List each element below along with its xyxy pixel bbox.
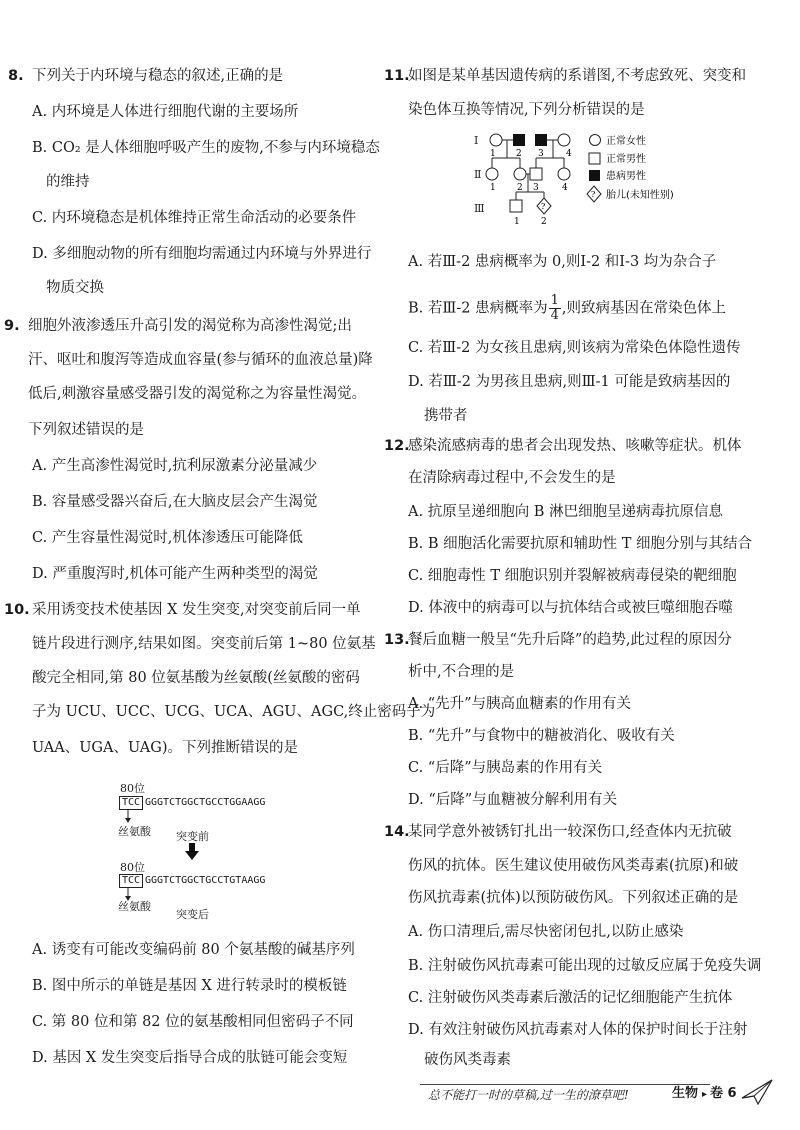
individual-number: 1 bbox=[514, 217, 520, 227]
position-label: 80位 bbox=[120, 782, 145, 795]
normal-male bbox=[530, 168, 542, 180]
question-stem: 餐后血糖一般呈“先升后降”的趋势,此过程的原因分 bbox=[408, 632, 732, 648]
option-b: B. 注射破伤风抗毒素可能出现的过敏反应属于免疫失调 bbox=[408, 958, 762, 974]
triangle-icon: ▸ bbox=[702, 1089, 708, 1100]
individual-number: 1 bbox=[490, 183, 496, 193]
before-caption: 突变前 bbox=[176, 830, 209, 843]
normal-male bbox=[510, 200, 522, 212]
option-d-cont: 破伤风类毒素 bbox=[424, 1052, 511, 1068]
option-d-cont: 携带者 bbox=[424, 408, 468, 424]
individual-number: 4 bbox=[566, 149, 572, 159]
option-b: B. 图中所示的单链是基因 X 进行转录时的模板链 bbox=[32, 978, 347, 994]
individual-number: 2 bbox=[517, 183, 523, 193]
question-number: 12. bbox=[384, 438, 410, 454]
option-c: C. 若Ⅲ-2 为女孩且患病,则该病为常染色体隐性遗传 bbox=[408, 340, 741, 356]
option-b-text: ,则致病基因在常染色体上 bbox=[561, 300, 726, 317]
fraction-numerator: 1 bbox=[550, 293, 559, 308]
affected-male bbox=[513, 134, 525, 146]
individual-number: 1 bbox=[490, 149, 496, 159]
option-c: C. 产生容量性渴觉时,机体渗透压可能降低 bbox=[32, 530, 303, 546]
footer-rule bbox=[420, 1084, 710, 1085]
normal-female bbox=[558, 134, 570, 146]
paper-plane-icon bbox=[740, 1076, 774, 1106]
legend-label: 患病男性 bbox=[606, 171, 646, 182]
affected-male bbox=[535, 134, 547, 146]
option-a: A. 若Ⅲ-2 患病概率为 0,则Ⅰ-2 和Ⅰ-3 均为杂合子 bbox=[408, 254, 717, 270]
question-stem: 伤风的抗体。医生建议使用破伤风类毒素(抗原)和破 bbox=[408, 858, 739, 874]
down-arrow-icon bbox=[123, 810, 133, 824]
normal-female bbox=[514, 168, 526, 180]
question-stem: 汗、呕吐和腹泻等造成血容量(参与循环的血液总量)降 bbox=[28, 352, 373, 368]
question-stem: 下列叙述错误的是 bbox=[28, 422, 144, 438]
normal-female bbox=[486, 168, 498, 180]
question-stem: 酸完全相同,第 80 位氨基酸为丝氨酸(丝氨酸的密码 bbox=[32, 670, 360, 686]
option-c: C. 细胞毒性 T 细胞识别并裂解被病毒侵染的靶细胞 bbox=[408, 568, 737, 584]
option-d: D. 有效注射破伤风抗毒素对人体的保护时间长于注射 bbox=[408, 1022, 748, 1038]
question-stem: 某同学意外被锈钉扎出一较深伤口,经查体内无抗破 bbox=[408, 824, 732, 840]
option-a: A. 产生高渗性渴觉时,抗利尿激素分泌量减少 bbox=[32, 458, 318, 474]
legend-affected-symbol bbox=[589, 170, 600, 181]
option-c: C. 第 80 位和第 82 位的氨基酸相同但密码子不同 bbox=[32, 1014, 354, 1030]
option-b: B. 容量感受器兴奋后,在大脑皮层会产生渴觉 bbox=[32, 494, 318, 510]
codon-box: TCC bbox=[119, 796, 143, 810]
question-number: 10. bbox=[4, 602, 30, 618]
legend-label: 正常女性 bbox=[606, 136, 646, 147]
position-label: 80位 bbox=[120, 861, 145, 874]
question-stem: 链片段进行测序,结果如图。突变前后第 1~80 位氨基 bbox=[32, 636, 376, 652]
option-d: D. 若Ⅲ-2 为男孩且患病,则Ⅲ-1 可能是致病基因的 bbox=[408, 374, 731, 390]
option-d: D. 基因 X 发生突变后指导合成的肽链可能会变短 bbox=[32, 1050, 348, 1066]
fraction bbox=[549, 294, 561, 323]
amino-acid-label: 丝氨酸 bbox=[118, 900, 151, 913]
option-d: D. 多细胞动物的所有细胞均需通过内环境与外界进行 bbox=[32, 246, 372, 262]
question-stem: UAA、UGA、UAG)。下列推断错误的是 bbox=[32, 740, 298, 756]
option-b: B. “先升”与食物中的糖被消化、吸收有关 bbox=[408, 728, 675, 744]
option-a: A. 诱变有可能改变编码前 80 个氨基酸的碱基序列 bbox=[32, 942, 355, 958]
codon-box: TCC bbox=[119, 874, 143, 888]
question-stem: 采用诱变技术使基因 X 发生突变,对突变前后同一单 bbox=[32, 602, 361, 618]
option-c: C. 内环境稳态是机体维持正常生命活动的必要条件 bbox=[32, 210, 357, 226]
question-stem: 细胞外液渗透压升高引发的渴觉称为高渗性渴觉;出 bbox=[28, 318, 352, 334]
option-d: D. 体液中的病毒可以与抗体结合或被巨噬细胞吞噬 bbox=[408, 600, 733, 616]
pedigree-chart bbox=[470, 128, 720, 228]
question-stem: 低后,刺激容量感受器引发的渴觉称之为容量性渴觉。 bbox=[28, 386, 367, 402]
fraction-denominator: 4 bbox=[550, 308, 559, 323]
normal-female bbox=[558, 168, 570, 180]
question-stem: 在清除病毒过程中,不会发生的是 bbox=[408, 470, 616, 486]
individual-number: 2 bbox=[516, 149, 522, 159]
individual-number: 3 bbox=[533, 183, 539, 193]
option-d: D. 严重腹泻时,机体可能产生两种类型的渴觉 bbox=[32, 566, 318, 582]
question-stem: 下列关于内环境与稳态的叙述,正确的是 bbox=[32, 68, 284, 84]
question-stem: 子为 UCU、UCC、UCG、UCA、AGU、AGC,终止密码子为 bbox=[32, 704, 436, 720]
amino-acid-label: 丝氨酸 bbox=[118, 825, 151, 838]
option-a: A. “先升”与胰高血糖素的作用有关 bbox=[408, 696, 632, 712]
question-stem: 染色体互换等情况,下列分析错误的是 bbox=[408, 102, 645, 118]
question-stem: 析中,不合理的是 bbox=[408, 664, 515, 680]
footer-subject: 生物 bbox=[672, 1086, 699, 1101]
question-stem: 感染流感病毒的患者会出现发热、咳嗽等症状。机体 bbox=[408, 438, 742, 454]
option-c: C. 注射破伤风类毒素后激活的记忆细胞能产生抗体 bbox=[408, 990, 733, 1006]
footer-volume: 卷 6 bbox=[710, 1086, 737, 1101]
fetus-mark: ? bbox=[541, 202, 546, 211]
option-c: C. “后降”与胰岛素的作用有关 bbox=[408, 760, 603, 776]
normal-female bbox=[490, 134, 502, 146]
option-d-cont: 物质交换 bbox=[46, 280, 104, 296]
option-d: D. “后降”与血糖被分解利用有关 bbox=[408, 792, 618, 808]
option-a: A. 内环境是人体进行细胞代谢的主要场所 bbox=[32, 104, 299, 120]
generation-label: Ⅰ bbox=[474, 134, 479, 147]
individual-number: 3 bbox=[538, 149, 544, 159]
thick-down-arrow-icon bbox=[185, 843, 199, 861]
legend-label: 正常男性 bbox=[606, 154, 646, 165]
question-stem: 伤风抗毒素(抗体)以预防破伤风。下列叙述正确的是 bbox=[408, 890, 739, 906]
sequence-before: GGGTCTGGCTGCCTGGAAGG bbox=[145, 797, 266, 808]
option-a: A. 伤口清理后,需尽快密闭包扎,以防止感染 bbox=[408, 924, 684, 940]
option-b bbox=[408, 294, 726, 323]
individual-number: 2 bbox=[541, 217, 547, 227]
question-number: 13. bbox=[384, 632, 410, 648]
option-a: A. 抗原呈递细胞向 B 淋巴细胞呈递病毒抗原信息 bbox=[408, 504, 724, 520]
question-number: 14. bbox=[384, 824, 410, 840]
option-b-text: B. 若Ⅲ-2 患病概率为 bbox=[408, 300, 548, 317]
question-number: 8. bbox=[8, 68, 24, 84]
question-number: 9. bbox=[4, 318, 20, 334]
option-b-cont: 的维持 bbox=[46, 174, 90, 190]
legend-female-symbol bbox=[590, 135, 601, 146]
sequence-after: GGGTCTGGCTGCCTGTAAGG bbox=[145, 875, 266, 886]
individual-number: 4 bbox=[562, 183, 568, 193]
legend-male-symbol bbox=[589, 153, 600, 164]
legend-label: 胎儿(未知性别) bbox=[606, 190, 674, 201]
fetus-mark: ? bbox=[591, 190, 596, 199]
option-b: B. B 细胞活化需要抗原和辅助性 T 细胞分别与其结合 bbox=[408, 536, 753, 552]
question-stem: 如图是某单基因遗传病的系谱图,不考虑致死、突变和 bbox=[408, 68, 747, 84]
footer-slogan: 总不能打一时的草稿,过一生的潦草吧! bbox=[428, 1088, 629, 1102]
generation-label: Ⅱ bbox=[474, 168, 482, 181]
question-number: 11. bbox=[384, 68, 410, 84]
generation-label: Ⅲ bbox=[474, 202, 485, 215]
option-b: B. CO₂ 是人体细胞呼吸产生的废物,不参与内环境稳态 bbox=[32, 140, 380, 156]
after-caption: 突变后 bbox=[176, 908, 209, 921]
